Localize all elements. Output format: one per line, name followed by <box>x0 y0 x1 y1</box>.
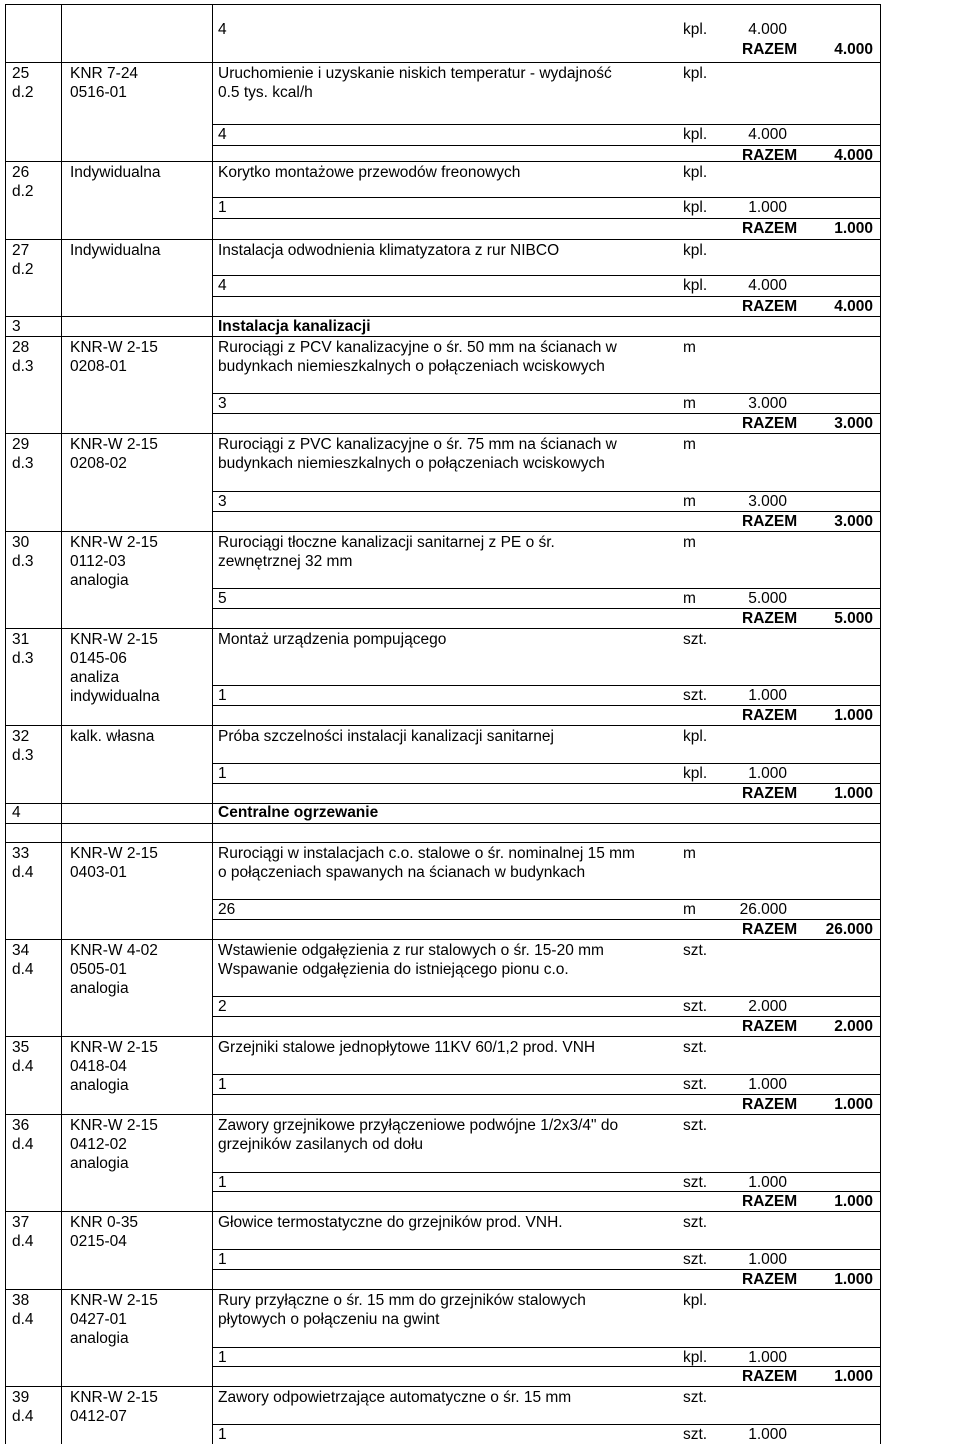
row-divider <box>5 1289 880 1290</box>
row-razem-value: 3.000 <box>834 513 873 530</box>
row-value: 5.000 <box>748 590 787 607</box>
row-value: 4.000 <box>748 126 787 143</box>
row-unit: szt. <box>683 1214 708 1231</box>
row-number: 38 <box>12 1292 30 1309</box>
row-base-line: 0403-01 <box>70 864 127 881</box>
row-razem-value: 4.000 <box>834 298 873 315</box>
row-base-line: 0208-01 <box>70 358 127 375</box>
row-razem-label: RAZEM <box>742 1193 798 1210</box>
row-description-line: Zawory grzejnikowe przyłączeniowe podwójne 1/2x3/4" do <box>218 1117 619 1134</box>
row-section: d.2 <box>12 261 34 278</box>
row-razem-label: RAZEM <box>742 921 798 938</box>
row-unit: kpl. <box>683 728 708 745</box>
row-quantity-unit: m <box>683 590 696 607</box>
row-section: d.3 <box>12 455 34 472</box>
row-value: 1.000 <box>748 1426 787 1443</box>
row-divider <box>5 1211 880 1212</box>
row-description-line: Grzejniki stalowe jednopłytowe 11KV 60/1,2 prod. VNH <box>218 1039 596 1056</box>
row-base-line: 0516-01 <box>70 84 127 101</box>
row-base-line: analogia <box>70 1077 129 1094</box>
row-value: 1.000 <box>748 1174 787 1191</box>
row-quantity-unit: kpl. <box>683 1349 708 1366</box>
table-border-right <box>880 4 881 1444</box>
row-quantity-unit: kpl. <box>683 277 708 294</box>
row-base-line: KNR-W 2-15 <box>70 845 158 862</box>
section-3-number: 3 <box>12 318 21 335</box>
row-unit: m <box>683 845 696 862</box>
row-description-line: zewnętrznej 32 mm <box>218 553 353 570</box>
row-quantity: 1 <box>218 1174 227 1191</box>
row-section: d.4 <box>12 864 34 881</box>
row-quantity-unit: m <box>683 493 696 510</box>
row-base-line: KNR-W 2-15 <box>70 631 158 648</box>
row-description-line: Rurociągi tłoczne kanalizacji sanitarnej z PE o śr. <box>218 534 555 551</box>
row-razem-label: RAZEM <box>742 1368 798 1385</box>
row-base-line: kalk. własna <box>70 728 155 745</box>
row-base-line: Indywidualna <box>70 164 161 181</box>
row-unit: m <box>683 339 696 356</box>
col-divider-no <box>61 4 62 1444</box>
row-unit: szt. <box>683 1039 708 1056</box>
row-section: d.4 <box>12 1311 34 1328</box>
row-number: 35 <box>12 1039 30 1056</box>
row-razem-label: RAZEM <box>742 707 798 724</box>
row-base-line: 0112-03 <box>70 553 126 570</box>
row-section: d.3 <box>12 553 34 570</box>
row-number: 26 <box>12 164 30 181</box>
row-section: d.3 <box>12 747 34 764</box>
row-quantity: 3 <box>218 395 227 412</box>
row-description-line: płytowych o połączeniu na gwint <box>218 1311 440 1328</box>
section-divider <box>5 803 880 804</box>
row-base-line: KNR-W 2-15 <box>70 436 158 453</box>
row-base-line: KNR-W 2-15 <box>70 1039 158 1056</box>
row-razem-value: 1.000 <box>834 785 873 802</box>
row-description-line: Wspawanie odgałęzienia do istniejącego pionu c.o. <box>218 961 569 978</box>
row-unit: kpl. <box>683 1292 708 1309</box>
row-unit: szt. <box>683 1389 708 1406</box>
section-4-number: 4 <box>12 804 21 821</box>
row-base-line: KNR-W 2-15 <box>70 1389 158 1406</box>
row-description-line: Próba szczelności instalacji kanalizacji sanitarnej <box>218 728 554 745</box>
row-divider <box>5 939 880 940</box>
row-description-line: grzejników zasilanych od dołu <box>218 1136 424 1153</box>
row-unit: kpl. <box>683 242 708 259</box>
row-base-line: KNR 0-35 <box>70 1214 139 1231</box>
row-description-line: Głowice termostatyczne do grzejników prod. VNH. <box>218 1214 563 1231</box>
header-value: 4.000 <box>748 21 787 38</box>
row-razem-value: 4.000 <box>834 147 873 164</box>
row-number: 29 <box>12 436 30 453</box>
row-number: 39 <box>12 1389 30 1406</box>
header-qty: 4 <box>218 21 227 38</box>
row-razem-label: RAZEM <box>742 1096 798 1113</box>
row-value: 2.000 <box>748 998 787 1015</box>
row-unit: m <box>683 534 696 551</box>
row-description-line: Rurociągi w instalacjach c.o. stalowe o śr. nominalnej 15 mm <box>218 845 635 862</box>
row-section: d.3 <box>12 650 34 667</box>
section-divider <box>5 823 880 824</box>
row-base-line: KNR 7-24 <box>70 65 139 82</box>
row-divider <box>5 628 880 629</box>
header-razem-value: 4.000 <box>834 41 873 58</box>
row-quantity: 26 <box>218 901 236 918</box>
row-base-line: KNR-W 2-15 <box>70 1117 158 1134</box>
row-number: 37 <box>12 1214 30 1231</box>
row-number: 31 <box>12 631 30 648</box>
row-divider <box>5 1386 880 1387</box>
row-section: d.4 <box>12 1058 34 1075</box>
row-razem-value: 26.000 <box>825 921 873 938</box>
row-value: 26.000 <box>739 901 787 918</box>
row-base-line: 0427-01 <box>70 1311 127 1328</box>
row-razem-label: RAZEM <box>742 785 798 802</box>
row-unit: szt. <box>683 942 708 959</box>
row-base-line: KNR-W 2-15 <box>70 339 158 356</box>
row-value: 4.000 <box>748 277 787 294</box>
row-description-line: budynkach niemieszkalnych o połączeniach wciskowych <box>218 358 605 375</box>
row-number: 34 <box>12 942 30 959</box>
row-quantity-unit: szt. <box>683 1076 708 1093</box>
row-base-line: 0145-06 <box>70 650 127 667</box>
row-base-line: Indywidualna <box>70 242 161 259</box>
row-razem-label: RAZEM <box>742 1018 798 1035</box>
row-description-line: Instalacja odwodnienia klimatyzatora z rur NIBCO <box>218 242 560 259</box>
row-description-line: Korytko montażowe przewodów freonowych <box>218 164 521 181</box>
row-description-line: o połączeniach spawanych na ścianach w budynkach <box>218 864 586 881</box>
section-4-title: Centralne ogrzewanie <box>218 804 379 821</box>
row-razem-value: 1.000 <box>834 707 873 724</box>
row-value: 1.000 <box>748 1251 787 1268</box>
row-quantity: 1 <box>218 687 227 704</box>
row-base-line: 0418-04 <box>70 1058 127 1075</box>
row-quantity-unit: kpl. <box>683 765 708 782</box>
row-razem-label: RAZEM <box>742 415 798 432</box>
row-divider <box>5 161 880 162</box>
row-description-line: Rury przyłączne o śr. 15 mm do grzejników stalowych <box>218 1292 586 1309</box>
row-section: d.4 <box>12 1408 34 1425</box>
row-base-line: analogia <box>70 1155 129 1172</box>
row-value: 3.000 <box>748 493 787 510</box>
row-value: 1.000 <box>748 687 787 704</box>
row-razem-label: RAZEM <box>742 1271 798 1288</box>
row-value: 1.000 <box>748 765 787 782</box>
row-description-line: Wstawienie odgałęzienia z rur stalowych o śr. 15-20 mm <box>218 942 604 959</box>
row-base-line: analogia <box>70 1330 129 1347</box>
row-divider <box>5 842 880 843</box>
row-quantity: 2 <box>218 998 227 1015</box>
row-divider <box>5 433 880 434</box>
row-value: 1.000 <box>748 1076 787 1093</box>
row-razem-label: RAZEM <box>742 298 798 315</box>
row-description-line: budynkach niemieszkalnych o połączeniach wciskowych <box>218 455 605 472</box>
row-number: 33 <box>12 845 30 862</box>
row-section: d.2 <box>12 84 34 101</box>
row-section: d.4 <box>12 1233 34 1250</box>
row-quantity-unit: szt. <box>683 1174 708 1191</box>
row-quantity-unit: szt. <box>683 1251 708 1268</box>
row-number: 28 <box>12 339 30 356</box>
row-section: d.2 <box>12 183 34 200</box>
header-unit: kpl. <box>683 21 708 38</box>
row-base-line: 0412-07 <box>70 1408 127 1425</box>
row-base-line: analogia <box>70 572 129 589</box>
row-number: 36 <box>12 1117 30 1134</box>
row-razem-label: RAZEM <box>742 147 798 164</box>
row-base-line: analogia <box>70 980 129 997</box>
row-quantity: 1 <box>218 1349 227 1366</box>
row-unit: m <box>683 436 696 453</box>
row-razem-label: RAZEM <box>742 220 798 237</box>
row-quantity: 1 <box>218 1426 227 1443</box>
row-razem-value: 5.000 <box>834 610 873 627</box>
row-quantity-unit: szt. <box>683 687 708 704</box>
row-base-line: indywidualna <box>70 688 160 705</box>
row-section: d.4 <box>12 961 34 978</box>
col-divider-base <box>212 4 213 1444</box>
row-divider <box>5 62 880 63</box>
row-number: 32 <box>12 728 30 745</box>
row-base-line: 0215-04 <box>70 1233 127 1250</box>
row-razem-value: 1.000 <box>834 1271 873 1288</box>
row-quantity: 1 <box>218 765 227 782</box>
row-quantity-unit: m <box>683 901 696 918</box>
row-quantity-unit: szt. <box>683 998 708 1015</box>
row-divider <box>5 725 880 726</box>
row-base-line: 0412-02 <box>70 1136 127 1153</box>
row-section: d.3 <box>12 358 34 375</box>
row-base-line: 0208-02 <box>70 455 127 472</box>
row-razem-label: RAZEM <box>742 513 798 530</box>
row-quantity: 4 <box>218 277 227 294</box>
row-quantity-unit: m <box>683 395 696 412</box>
row-description-line: 0.5 tys. kcal/h <box>218 84 313 101</box>
row-unit: kpl. <box>683 164 708 181</box>
row-quantity-unit: szt. <box>683 1426 708 1443</box>
row-description-line: Montaż urządzenia pompującego <box>218 631 447 648</box>
row-razem-value: 1.000 <box>834 1096 873 1113</box>
row-value: 3.000 <box>748 395 787 412</box>
row-razem-value: 2.000 <box>834 1018 873 1035</box>
row-base-line: KNR-W 4-02 <box>70 942 158 959</box>
section-3-title: Instalacja kanalizacji <box>218 318 371 335</box>
row-divider <box>5 1114 880 1115</box>
row-section: d.4 <box>12 1136 34 1153</box>
row-base-line: KNR-W 2-15 <box>70 1292 158 1309</box>
row-value: 1.000 <box>748 199 787 216</box>
row-quantity: 5 <box>218 590 227 607</box>
row-quantity: 1 <box>218 1076 227 1093</box>
row-description-line: Zawory odpowietrzające automatyczne o śr. 15 mm <box>218 1389 572 1406</box>
row-quantity: 4 <box>218 126 227 143</box>
row-razem-value: 1.000 <box>834 220 873 237</box>
row-description-line: Rurociągi z PVC kanalizacyjne o śr. 75 mm na ścianach w <box>218 436 617 453</box>
row-divider <box>5 1036 880 1037</box>
row-razem-label: RAZEM <box>742 610 798 627</box>
row-number: 30 <box>12 534 30 551</box>
row-description-line: Uruchomienie i uzyskanie niskich temperatur - wydajność <box>218 65 612 82</box>
row-divider <box>5 531 880 532</box>
row-unit: szt. <box>683 1117 708 1134</box>
header-razem-label: RAZEM <box>742 41 798 58</box>
row-divider <box>5 336 880 337</box>
row-base-line: analiza <box>70 669 120 686</box>
row-description-line: Rurociągi z PCV kanalizacyjne o śr. 50 mm na ścianach w <box>218 339 617 356</box>
table-border-left <box>5 4 6 1444</box>
row-razem-value: 1.000 <box>834 1193 873 1210</box>
row-quantity-unit: kpl. <box>683 126 708 143</box>
row-razem-value: 1.000 <box>834 1368 873 1385</box>
row-quantity: 1 <box>218 199 227 216</box>
row-quantity-unit: kpl. <box>683 199 708 216</box>
section-divider <box>5 316 880 317</box>
row-number: 27 <box>12 242 30 259</box>
row-divider <box>5 239 880 240</box>
row-value: 1.000 <box>748 1349 787 1366</box>
row-base-line: KNR-W 2-15 <box>70 534 158 551</box>
row-razem-value: 3.000 <box>834 415 873 432</box>
row-number: 25 <box>12 65 30 82</box>
row-base-line: 0505-01 <box>70 961 127 978</box>
row-unit: kpl. <box>683 65 708 82</box>
table-border-top <box>5 4 880 5</box>
row-unit: szt. <box>683 631 708 648</box>
row-quantity: 1 <box>218 1251 227 1268</box>
row-quantity: 3 <box>218 493 227 510</box>
